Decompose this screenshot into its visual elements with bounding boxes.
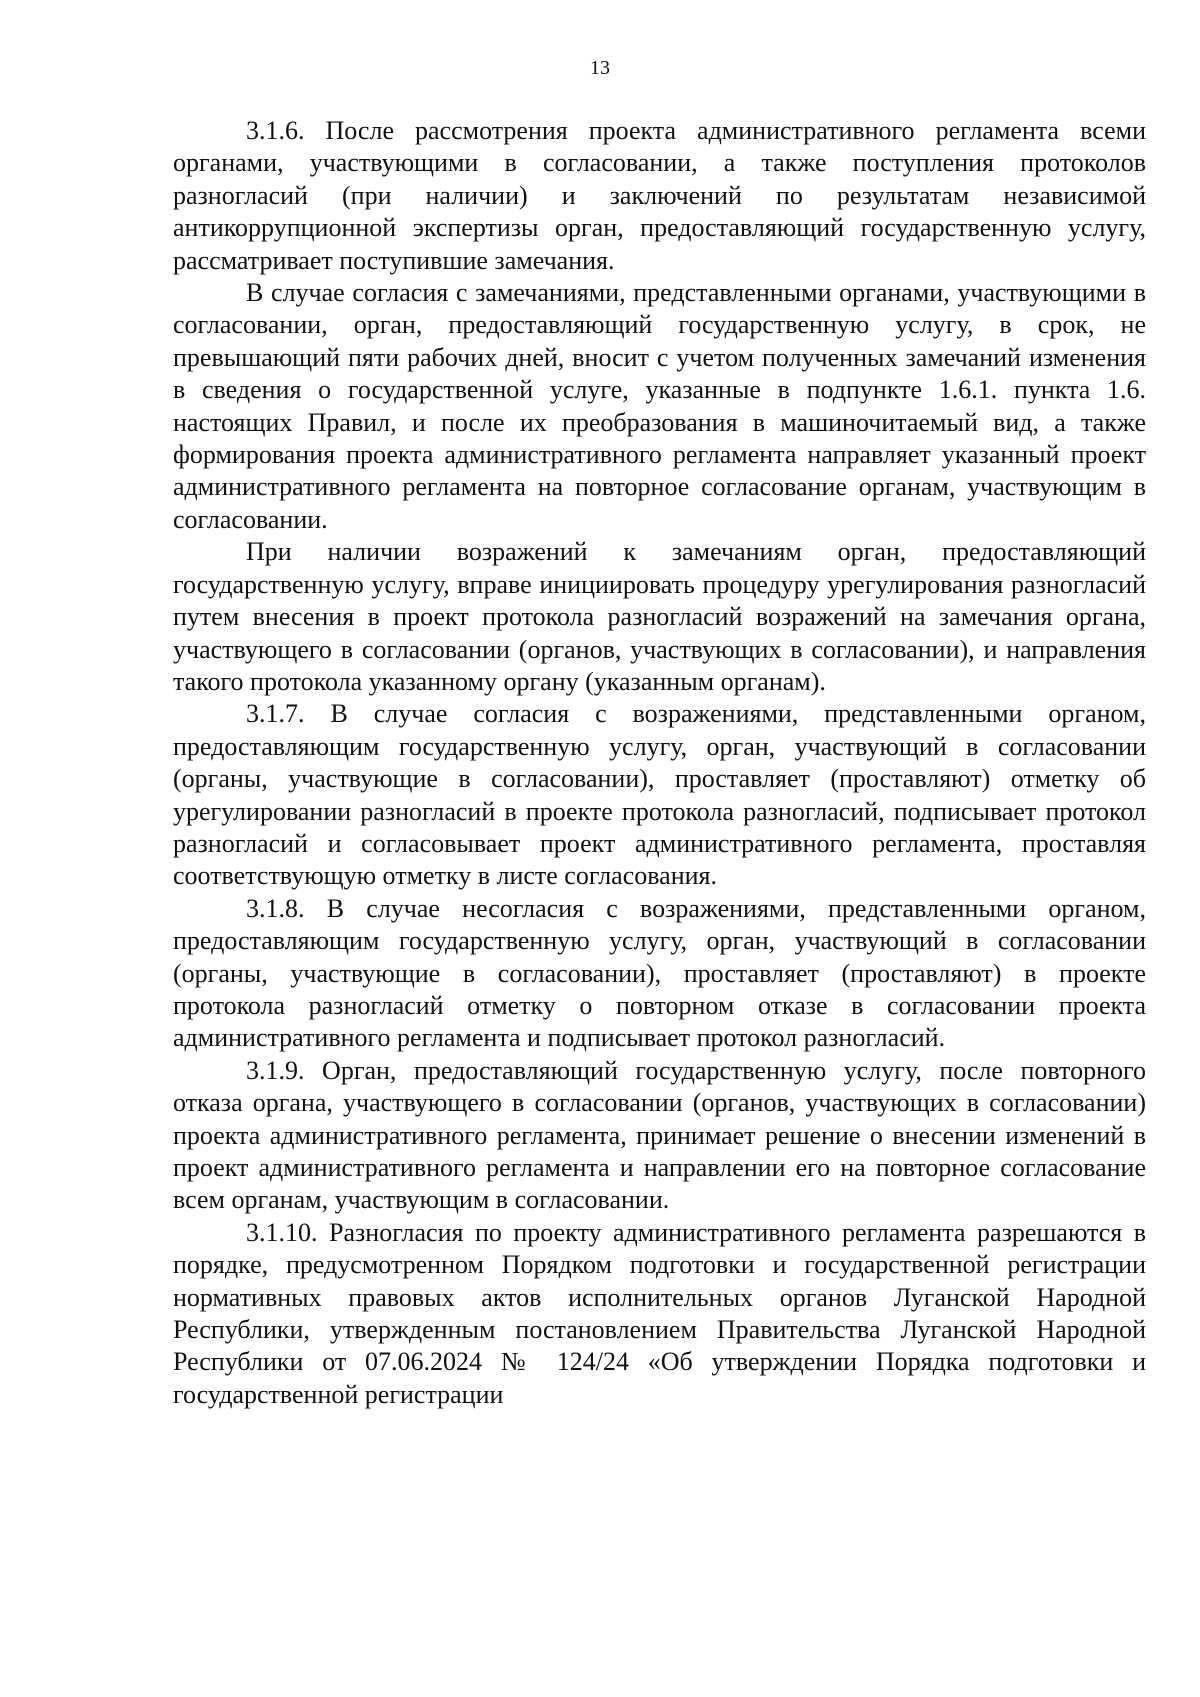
paragraph-3-1-6: 3.1.6. После рассмотрения проекта административного регламента всеми органами, участвующими в согласовании, а также поступления протоколов разногласий (при наличии) и заключений по результатам независимой антикоррупционной экспертизы орган, предоставляющий государственную услугу, рассматривает поступившие замечания.: [173, 116, 1146, 275]
paragraph-3-1-7: 3.1.7. В случае согласия с возражениями, представленными органом, предоставляющим государственную услугу, орган, участвующий в согласовании (органы, участвующие в согласовании), проставляет (проставляют) отметку об урегулировании разногласий в проекте протокола разногласий, подписывает протокол разногласий и согласовывает проект административного регламента, проставляя соответствующую отметку в листе согласования.: [173, 699, 1146, 891]
document-body: [173, 115, 1146, 1411]
paragraph-3-1-10: 3.1.10. Разногласия по проекту административного регламента разрешаются в порядке, предусмотренном Порядком подготовки и государственной регистрации нормативных правовых актов исполнительных органов Луганской Народной Республики, утвержденным постановлением Правительства Луганской Народной Республики от 07.06.2024 № 124/24 «Об утверждении Порядка подготовки и государственной регистрации: [173, 1217, 1146, 1409]
paragraph-agreement-case: В случае согласия с замечаниями, представленными органами, участвующими в согласовании, орган, предоставляющий государственную услугу, в срок, не превышающий пяти рабочих дней, вносит с учетом полученных замечаний изменения в сведения о государственной услуге, указанные в подпункте 1.6.1. пункта 1.6. настоящих Правил, и после их преобразования в машиночитаемый вид, а также формирования проекта административного регламента направляет указанный проект административного регламента на повторное согласование органам, участвующим в согласовании.: [173, 278, 1146, 534]
paragraph-3-1-8: 3.1.8. В случае несогласия с возражениями, представленными органом, предоставляющим государственную услугу, орган, участвующий в согласовании (органы, участвующие в согласовании), проставляет (проставляют) в проекте протокола разногласий отметку о повторном отказе в согласовании проекта административного регламента и подписывает протокол разногласий.: [173, 893, 1146, 1053]
paragraph-objections: При наличии возражений к замечаниям орган, предоставляющий государственную услугу, вправе инициировать процедуру урегулирования разногласий путем внесения в проект протокола разногласий возражений на замечания органа, участвующего в согласовании (органов, участвующих в согласовании), и направления такого протокола указанному органу (указанным органам).: [173, 537, 1146, 696]
page-number: 13: [590, 57, 610, 79]
paragraph-3-1-9: 3.1.9. Орган, предоставляющий государственную услугу, после повторного отказа органа, участвующего в согласовании (органов, участвующих в согласовании) проекта административного регламента, принимает решение о внесении изменений в проект административного регламента и направлении его на повторное согласование всем органам, участвующим в согласовании.: [173, 1055, 1146, 1215]
